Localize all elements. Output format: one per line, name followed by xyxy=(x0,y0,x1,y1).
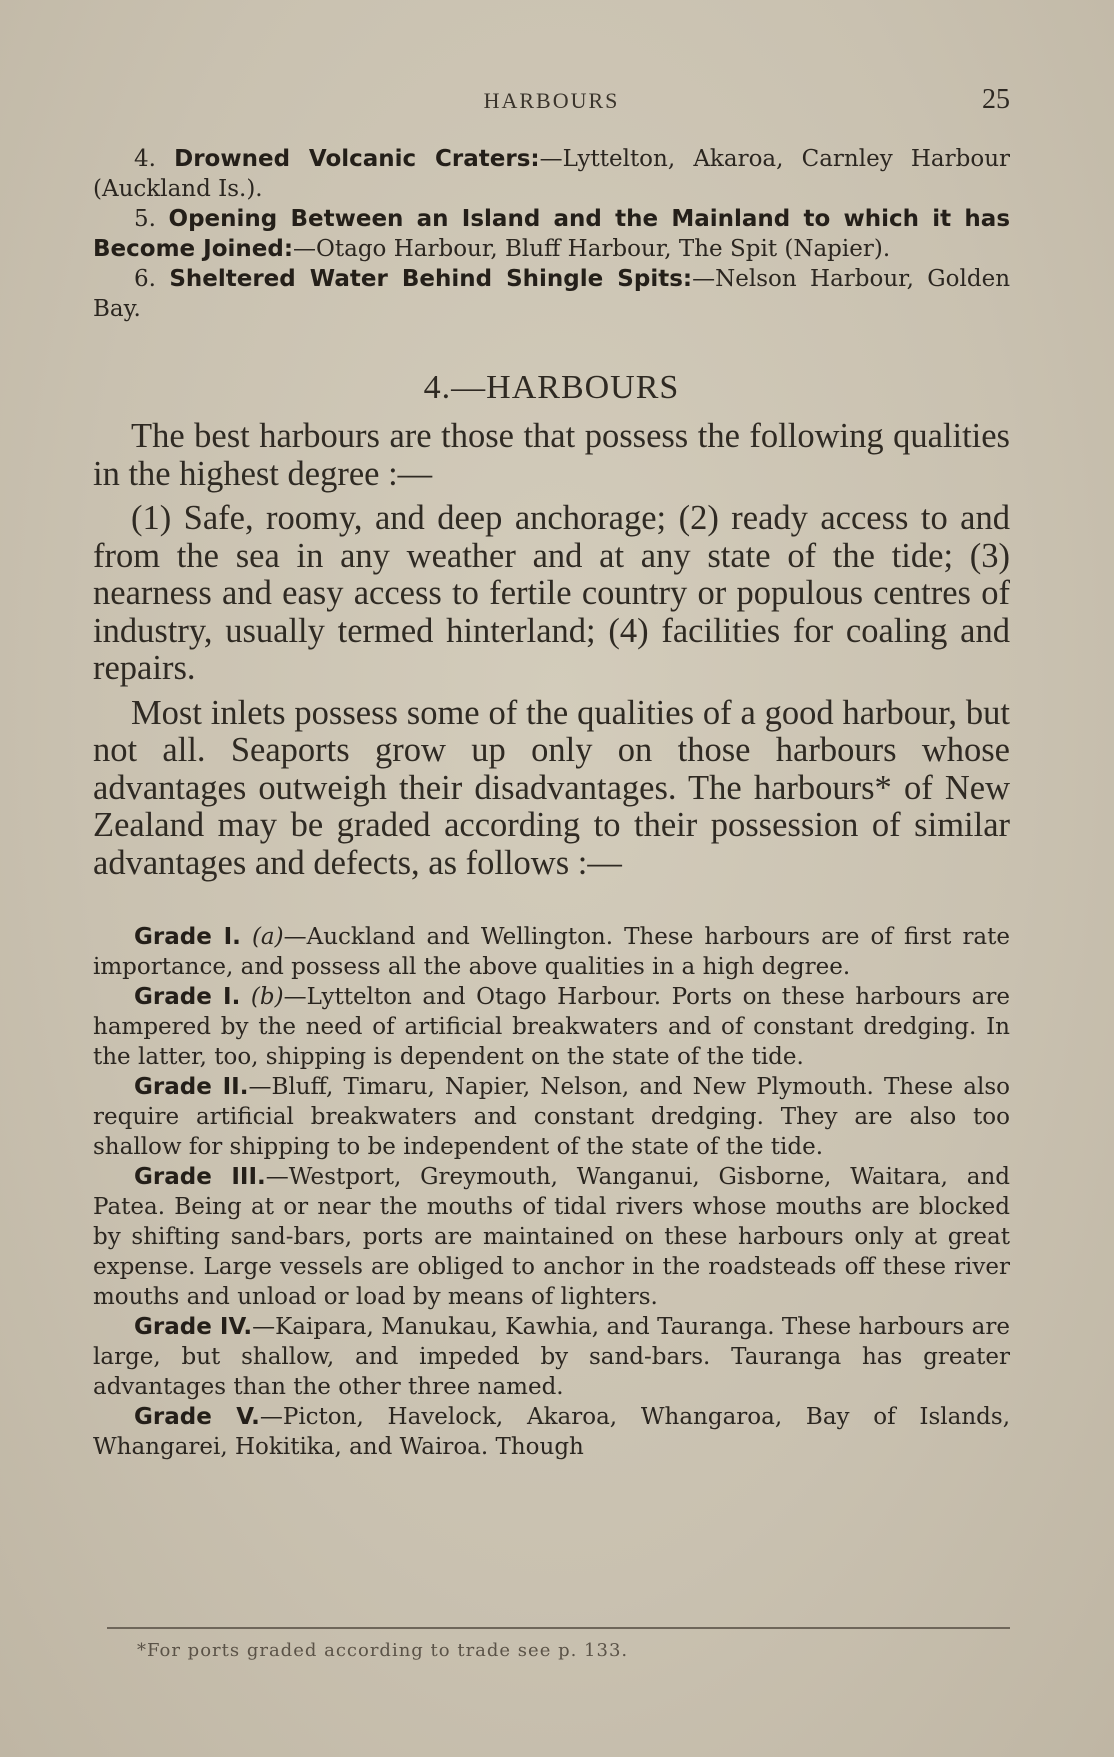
item-heading: Sheltered Water Behind Shingle Spits: xyxy=(169,266,693,292)
section-title: 4.—HARBOURS xyxy=(423,369,680,406)
item-number: 6. xyxy=(134,266,156,292)
page-number: 25 xyxy=(982,84,1010,115)
page-header xyxy=(93,84,1010,124)
body-text xyxy=(93,418,1010,889)
item-heading: Drowned Volcanic Craters: xyxy=(174,146,540,172)
item-text: —Otago Harbour, Bluff Harbour, The Spit (Napier). xyxy=(293,236,891,262)
grade-text: —Picton, Havelock, Akaroa, Whangaroa, Bay of Islands, Whangarei, Hokitika, and Wairoa. Though xyxy=(93,1404,1011,1460)
grade-entry xyxy=(93,922,1010,982)
item-heading: Opening Between an Island and the Mainland to which it has Become Joined: xyxy=(93,206,1011,262)
grade-entry xyxy=(93,982,1010,1072)
grade-entry xyxy=(93,1072,1010,1162)
grade-text: —Lyttelton and Otago Harbour. Ports on these harbours are hampered by the need of artificial breakwaters and of constant dredging. In the latter, too, shipping is dependent on the state of the tide. xyxy=(93,984,1010,1070)
grade-label: Grade I. xyxy=(134,924,241,950)
paragraph: The best harbours are those that possess the following qualities in the highest degree :— xyxy=(93,417,1010,493)
grade-label: Grade IV. xyxy=(134,1314,253,1340)
grade-suffix: (a) xyxy=(251,924,284,950)
grade-label: Grade II. xyxy=(134,1074,249,1100)
grades-list xyxy=(93,922,1010,1462)
list-item xyxy=(93,204,1010,264)
grade-label: Grade III. xyxy=(134,1164,266,1190)
grade-suffix: (b) xyxy=(250,984,284,1010)
item-number: 5. xyxy=(134,206,156,232)
paragraph: (1) Safe, roomy, and deep anchorage; (2) ready access to and from the sea in any weather and at any state of the tide; (3) nearness and easy access to fertile country or populous centres of industry, usually termed hinterland; (4) facilities for coaling and repairs. xyxy=(93,499,1010,687)
grade-text: —Westport, Greymouth, Wanganui, Gisborne, Waitara, and Patea. Being at or near the mouths of tidal rivers whose mouths are blocked by shifting sand-bars, ports are maintained on these harbours only at great expense. Large vessels are obliged to anchor in the roadsteads off these river mouths and unload or load by means of lighters. xyxy=(93,1164,1010,1310)
grade-entry xyxy=(93,1162,1010,1312)
grade-text: —Bluff, Timaru, Napier, Nelson, and New Plymouth. These also require artificial breakwaters and constant dredging. They are also too shallow for shipping to be independent of the state of the tide. xyxy=(93,1074,1010,1160)
grade-entry xyxy=(93,1402,1010,1462)
grade-label: Grade V. xyxy=(134,1404,260,1430)
item-text: —Nelson Harbour, Golden Bay. xyxy=(93,266,1011,322)
grade-text: —Auckland and Wellington. These harbours are of first rate importance, and possess all the above qualities in a high degree. xyxy=(93,924,1011,980)
footnote-divider xyxy=(107,1627,1010,1629)
running-title: HARBOURS xyxy=(483,88,620,113)
top-list xyxy=(93,144,1010,324)
item-text: —Lyttelton, Akaroa, Carnley Harbour (Auckland Is.). xyxy=(93,146,1011,202)
grade-text: —Kaipara, Manukau, Kawhia, and Tauranga. These harbours are large, but shallow, and impeded by sand-bars. Tauranga has greater advantages than the other three named. xyxy=(93,1314,1010,1400)
grade-label: Grade I. xyxy=(134,984,241,1010)
grade-entry xyxy=(93,1312,1010,1402)
item-number: 4. xyxy=(134,146,156,172)
paragraph: Most inlets possess some of the qualities of a good harbour, but not all. Seaports grow up only on those harbours whose advantages outweigh their disadvantages. The harbours* of New Zealand may be graded according to their possession of similar advantages and defects, as follows :— xyxy=(93,693,1010,882)
list-item xyxy=(93,264,1010,324)
footnote: *For ports graded according to trade see p. 133. xyxy=(137,1640,629,1661)
list-item xyxy=(93,144,1010,204)
